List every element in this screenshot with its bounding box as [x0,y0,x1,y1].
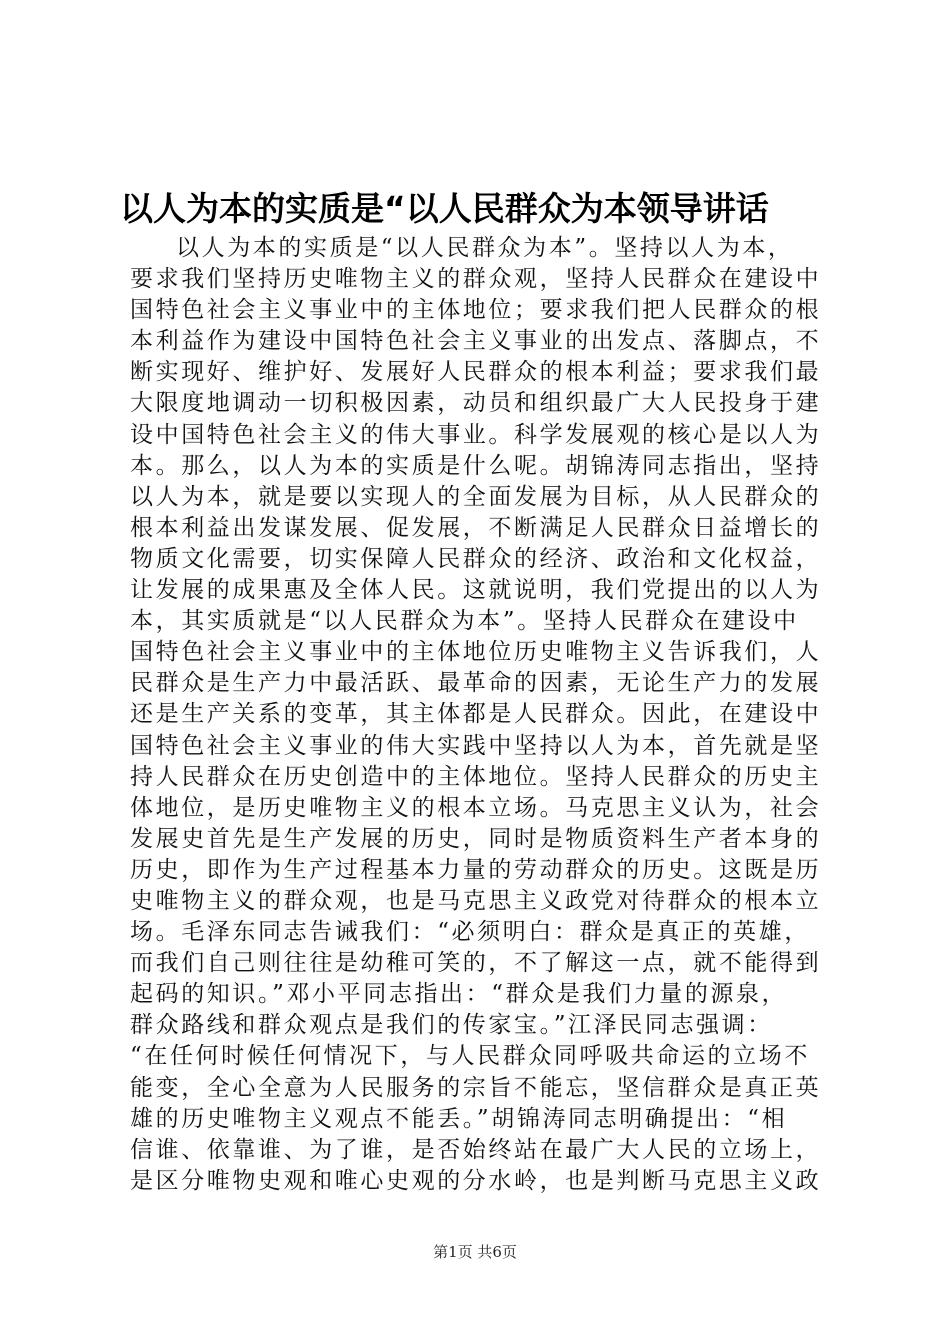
body-line: 要求我们坚持历史唯物主义的群众观，坚持人民群众在建设中 [130,266,822,293]
body-line: 信谁、依靠谁、为了谁，是否始终站在最广大人民的立场上， [130,1136,822,1163]
page-number-label: 第1页 共6页 [433,1243,517,1261]
body-line: 国特色社会主义事业的伟大实践中坚持以人为本，首先就是坚 [130,732,822,759]
body-line: 设中国特色社会主义的伟大事业。科学发展观的核心是以人为 [130,421,822,448]
body-line: 发展史首先是生产发展的历史，同时是物质资料生产者本身的 [130,825,822,852]
body-line: 断实现好、维护好、发展好人民群众的根本利益；要求我们最 [130,359,822,386]
body-line: 以人为本的实质是“以人民群众为本”。坚持以人为本， [176,235,794,261]
body-line: 根本利益出发谋发展、促发展，不断满足人民群众日益增长的 [130,514,822,541]
body-line: 场。毛泽东同志告诫我们：“必须明白：群众是真正的英雄， [130,919,810,946]
page-footer [0,1242,950,1262]
body-line: 能变，全心全意为人民服务的宗旨不能忘，坚信群众是真正英 [130,1074,822,1101]
body-line: 是区分唯物史观和唯心史观的分水岭，也是判断马克思主义政 [130,1167,822,1194]
body-line: 民群众是生产力中最活跃、最革命的因素，无论生产力的发展 [130,670,822,697]
body-line: 还是生产关系的变革，其主体都是人民群众。因此，在建设中 [130,701,822,728]
body-line: 国特色社会主义事业中的主体地位；要求我们把人民群众的根 [130,297,822,324]
body-line: 群众路线和群众观点是我们的传家宝。”江泽民同志强调： [130,1012,773,1039]
body-line: 而我们自己则往往是幼稚可笑的，不了解这一点，就不能得到 [130,950,822,977]
body-line: 本利益作为建设中国特色社会主义事业的出发点、落脚点，不 [130,328,822,355]
body-line: 起码的知识。”邓小平同志指出：“群众是我们力量的源泉， [130,981,788,1008]
body-line: “在任何时候任何情况下，与人民群众同呼吸共命运的立场不 [130,1043,810,1070]
body-line: 让发展的成果惠及全体人民。这就说明，我们党提出的以人为 [130,577,822,604]
document-title: 以人为本的实质是“以人民群众为本领导讲话 [120,189,769,228]
body-line: 国特色社会主义事业中的主体地位历史唯物主义告诉我们，人 [130,639,822,666]
body-line: 本。那么，以人为本的实质是什么呢。胡锦涛同志指出，坚持 [130,452,822,479]
document-body [130,233,830,1197]
body-line: 雄的历史唯物主义观点不能丢。”胡锦涛同志明确提出：“相 [130,1105,788,1132]
body-line: 大限度地调动一切积极因素，动员和组织最广大人民投身于建 [130,390,822,417]
body-line: 持人民群众在历史创造中的主体地位。坚持人民群众的历史主 [130,763,822,790]
body-line: 史唯物主义的群众观，也是马克思主义政党对待群众的根本立 [130,887,822,914]
body-line: 体地位，是历史唯物主义的根本立场。马克思主义认为，社会 [130,794,822,821]
body-line: 以人为本，就是要以实现人的全面发展为目标，从人民群众的 [130,483,822,510]
body-line: 物质文化需要，切实保障人民群众的经济、政治和文化权益， [130,545,822,572]
body-line: 本，其实质就是“以人民群众为本”。坚持人民群众在建设中 [130,608,799,635]
body-line: 历史，即作为生产过程基本力量的劳动群众的历史。这既是历 [130,856,822,883]
